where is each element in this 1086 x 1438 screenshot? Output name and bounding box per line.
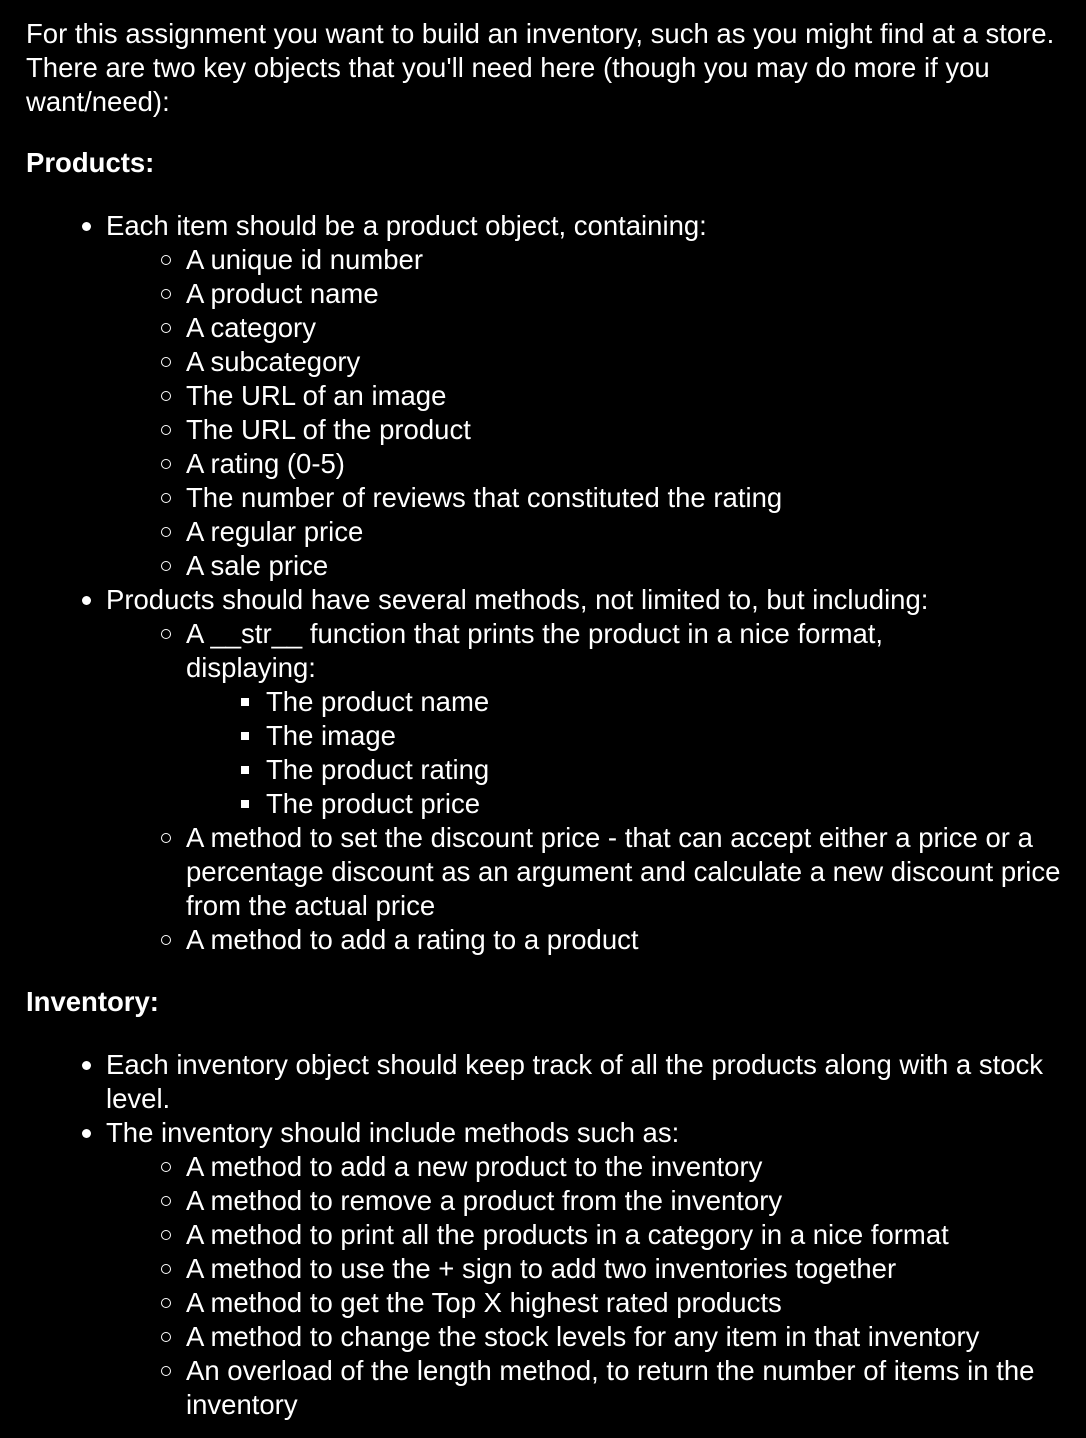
product-methods-intro: Products should have several methods, not limited to, but including: xyxy=(106,584,929,615)
list-item: The product rating xyxy=(266,753,966,787)
list-item: A category xyxy=(186,311,1060,345)
list-item: A method to remove a product from the inventory xyxy=(186,1184,1060,1218)
list-item: A unique id number xyxy=(186,243,1060,277)
list-item: The URL of the product xyxy=(186,413,1060,447)
list-item: A method to use the + sign to add two inventories together xyxy=(186,1252,1060,1286)
inventory-methods-list xyxy=(106,1150,1060,1422)
list-item: The product name xyxy=(266,685,966,719)
list-item: The product price xyxy=(266,787,966,821)
list-item: A method to add a new product to the inventory xyxy=(186,1150,1060,1184)
list-item: A regular price xyxy=(186,515,1060,549)
list-item: A method to change the stock levels for any item in that inventory xyxy=(186,1320,1060,1354)
list-item: A rating (0-5) xyxy=(186,447,1060,481)
inventory-methods-intro: The inventory should include methods such as: xyxy=(106,1117,680,1148)
product-item-intro: Each item should be a product object, containing: xyxy=(106,210,707,241)
list-item xyxy=(106,209,1060,583)
products-heading: Products: xyxy=(26,147,155,178)
inventory-list xyxy=(26,1048,1060,1422)
list-item: A method to get the Top X highest rated products xyxy=(186,1286,1060,1320)
intro-paragraph: For this assignment you want to build an inventory, such as you might find at a store. There are two key objects that you'll need here (though you may do more if you want/need): xyxy=(26,18,1055,117)
list-item xyxy=(106,583,1060,957)
list-item: A method to print all the products in a category in a nice format xyxy=(186,1218,1060,1252)
str-displays-list xyxy=(186,685,966,821)
product-methods-list xyxy=(106,617,1060,957)
list-item: A subcategory xyxy=(186,345,1060,379)
list-item: The URL of an image xyxy=(186,379,1060,413)
products-list xyxy=(26,209,1060,957)
list-item: The image xyxy=(266,719,966,753)
product-fields-list xyxy=(106,243,1060,583)
list-item xyxy=(106,1116,1060,1422)
str-method-text: A __str__ function that prints the product in a nice format, displaying: xyxy=(186,618,884,683)
list-item: A sale price xyxy=(186,549,1060,583)
list-item: A product name xyxy=(186,277,1060,311)
list-item: An overload of the length method, to return the number of items in the inventory xyxy=(186,1354,1066,1422)
list-item: A method to set the discount price - that can accept either a price or a percentage discount as an argument and calculate a new discount price from the actual price xyxy=(186,821,1066,923)
list-item: A method to add a rating to a product xyxy=(186,923,1060,957)
list-item: Each inventory object should keep track of all the products along with a stock level. xyxy=(106,1048,1056,1116)
list-item xyxy=(186,617,966,821)
inventory-heading: Inventory: xyxy=(26,986,159,1017)
list-item: The number of reviews that constituted the rating xyxy=(186,481,1060,515)
